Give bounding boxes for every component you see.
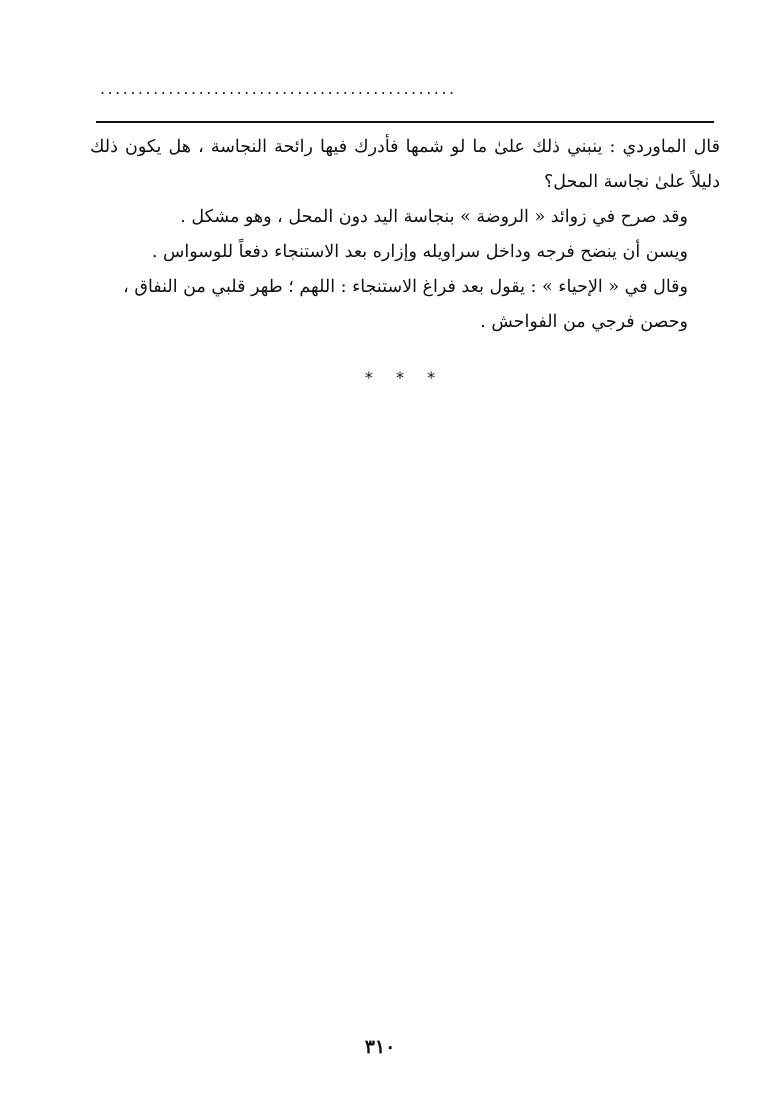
header-dotted-line: ............................................... — [100, 82, 457, 96]
page-number: ٣١٠ — [364, 1036, 396, 1058]
paragraph-nadh: ويسن أن ينضح فرجه وداخل سراويله وإزاره بعد الاستنجاء دفعاً للوسواس . — [151, 242, 688, 262]
paragraph-mawardi: قال الماوردي : ينبني ذلك علىٰ ما لو شمها فأدرك فيها رائحة النجاسة ، هل يكون ذلك دليلاً علىٰ نجاسة المحل؟ — [90, 137, 720, 192]
paragraph-ihya: وقال في « الإحياء » : يقول بعد فراغ الاستنجاء : اللهم ؛ طهر قلبي من النفاق ، وحصن فرجي من الفواحش . — [123, 277, 688, 332]
paragraph-rawda: وقد صرح في زوائد « الروضة » بنجاسة اليد دون المحل ، وهو مشكل . — [180, 207, 688, 227]
header-rule — [96, 121, 714, 123]
section-separator: * * * — [364, 368, 436, 387]
body-text — [90, 130, 720, 340]
